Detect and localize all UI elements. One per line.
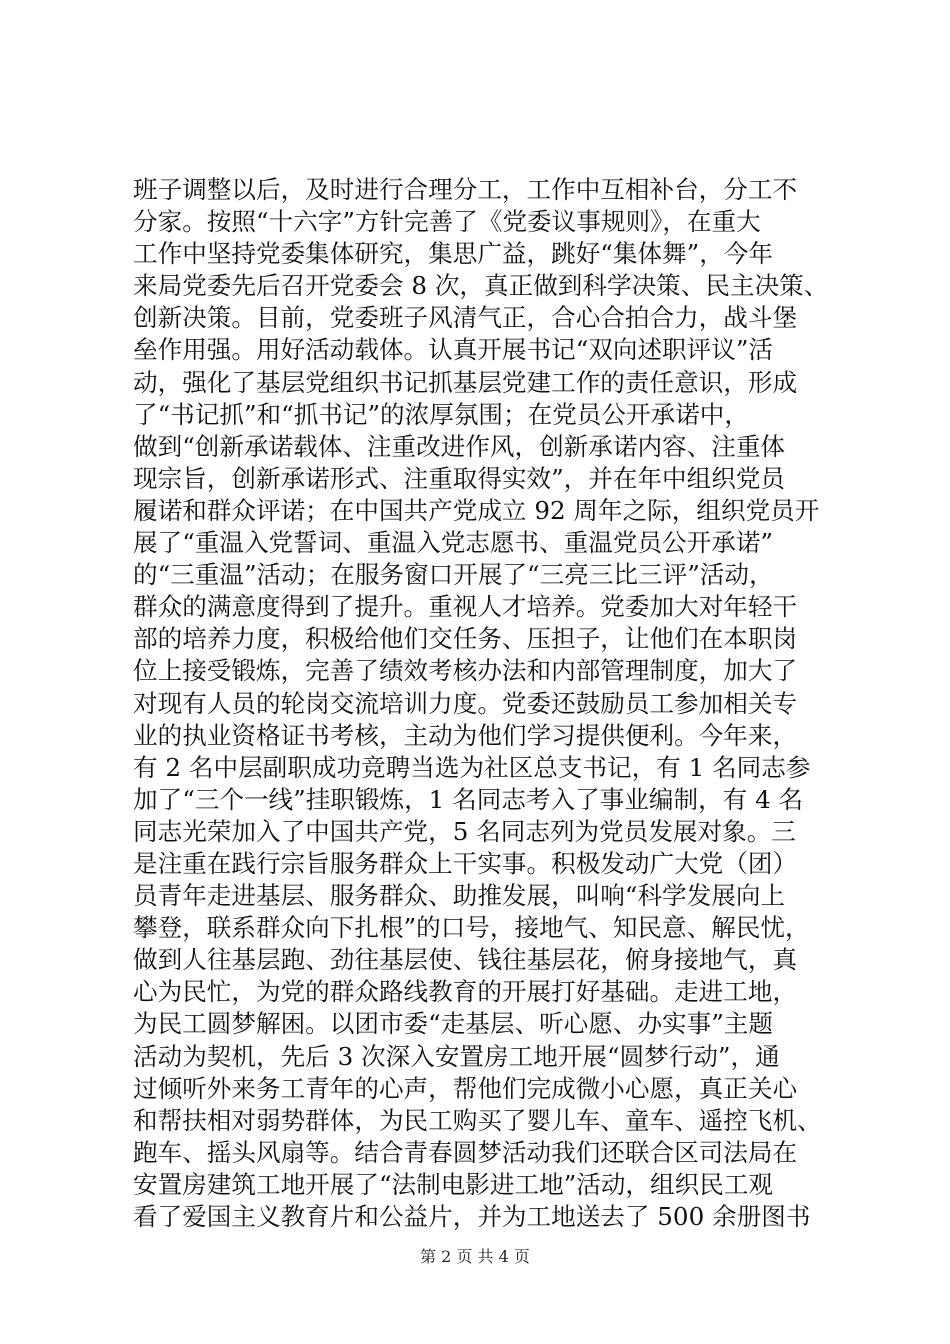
text-line: 现宗旨，创新承诺形式、注重取得实效”，并在年中组织党员 — [133, 463, 786, 493]
text-line: 有 2 名中层副职成功竞聘当选为社区总支书记，有 1 名同志参 — [133, 752, 811, 782]
text-line: 的“三重温”活动；在服务窗口开展了“三亮三比三评”活动， — [133, 560, 774, 590]
text-line: 业的执业资格证书考核，主动为他们学习提供便利。今年来， — [133, 720, 798, 750]
text-line: 分家。按照“十六字”方针完善了《党委议事规则》，在重大 — [133, 207, 761, 237]
text-line: 跑车、摇头风扇等。结合青春圆梦活动我们还联合区司法局在 — [133, 1137, 798, 1167]
text-line: 为民工圆梦解困。以团市委“走基层、听心愿、办实事”主题 — [133, 1009, 773, 1039]
text-line: 部的培养力度，积极给他们交任务、压担子，让他们在本职岗 — [133, 624, 798, 654]
text-line: 创新决策。目前，党委班子风清气正，合心合拍合力，战斗堡 — [133, 303, 798, 333]
text-line: 班子调整以后，及时进行合理分工，工作中互相补台，分工不 — [133, 175, 798, 204]
text-line: 位上接受锻炼，完善了绩效考核办法和内部管理制度，加大了 — [133, 656, 798, 686]
text-line: 对现有人员的轮岗交流培训力度。党委还鼓励员工参加相关专 — [133, 688, 798, 718]
text-line: 员青年走进基层、服务群众、助推发展，叫响“科学发展向上 — [133, 881, 786, 911]
text-line: 动，强化了基层党组织书记抓基层党建工作的责任意识，形成 — [133, 367, 798, 397]
text-line: 做到人往基层跑、劲往基层使、钱往基层花，俯身接地气，真 — [133, 945, 798, 975]
text-line: 心为民忙，为党的群众路线教育的开展打好基础。走进工地， — [133, 977, 798, 1007]
text-line: 是注重在践行宗旨服务群众上干实事。积极发动广大党（团） — [133, 848, 798, 878]
text-line: 加了“三个一线”挂职锻炼，1 名同志考入了事业编制，有 4 名 — [133, 784, 804, 814]
text-line: 群众的满意度得到了提升。重视人才培养。党委加大对年轻干 — [133, 592, 798, 622]
text-line: 和帮扶相对弱势群体，为民工购买了婴儿车、童车、遥控飞机、 — [133, 1105, 822, 1135]
text-line: 活动为契机，先后 3 次深入安置房工地开展“圆梦行动”，通 — [133, 1041, 780, 1071]
text-line: 垒作用强。用好活动载体。认真开展书记“双向述职评议”活 — [133, 335, 773, 365]
text-line: 安置房建筑工地开展了“法制电影进工地”活动，组织民工观 — [133, 1169, 773, 1199]
text-line: 展了“重温入党誓词、重温入党志愿书、重温党员公开承诺” — [133, 528, 773, 558]
text-line: 工作中坚持党委集体研究，集思广益，跳好“集体舞”，今年 — [133, 239, 773, 269]
text-line: 做到“创新承诺载体、注重改进作风，创新承诺内容、注重体 — [133, 431, 786, 461]
text-line: 过倾听外来务工青年的心声，帮他们完成微小心愿，真正关心 — [133, 1073, 798, 1103]
text-line: 了“书记抓”和“抓书记”的浓厚氛围；在党员公开承诺中， — [133, 399, 749, 429]
body-text — [133, 174, 833, 1233]
text-line: 来局党委先后召开党委会 8 次，真正做到科学决策、民主决策、 — [133, 271, 829, 301]
text-line: 履诺和群众评诺；在中国共产党成立 92 周年之际，组织党员开 — [133, 495, 820, 525]
text-line: 攀登，联系群众向下扎根”的口号，接地气、知民意、解民忧， — [133, 913, 810, 943]
text-line: 同志光荣加入了中国共产党，5 名同志列为党员发展对象。三 — [133, 816, 796, 846]
text-line: 看了爱国主义教育片和公益片，并为工地送去了 500 余册图书 — [133, 1202, 811, 1231]
page-footer: 第 2 页 共 4 页 — [420, 1247, 530, 1266]
